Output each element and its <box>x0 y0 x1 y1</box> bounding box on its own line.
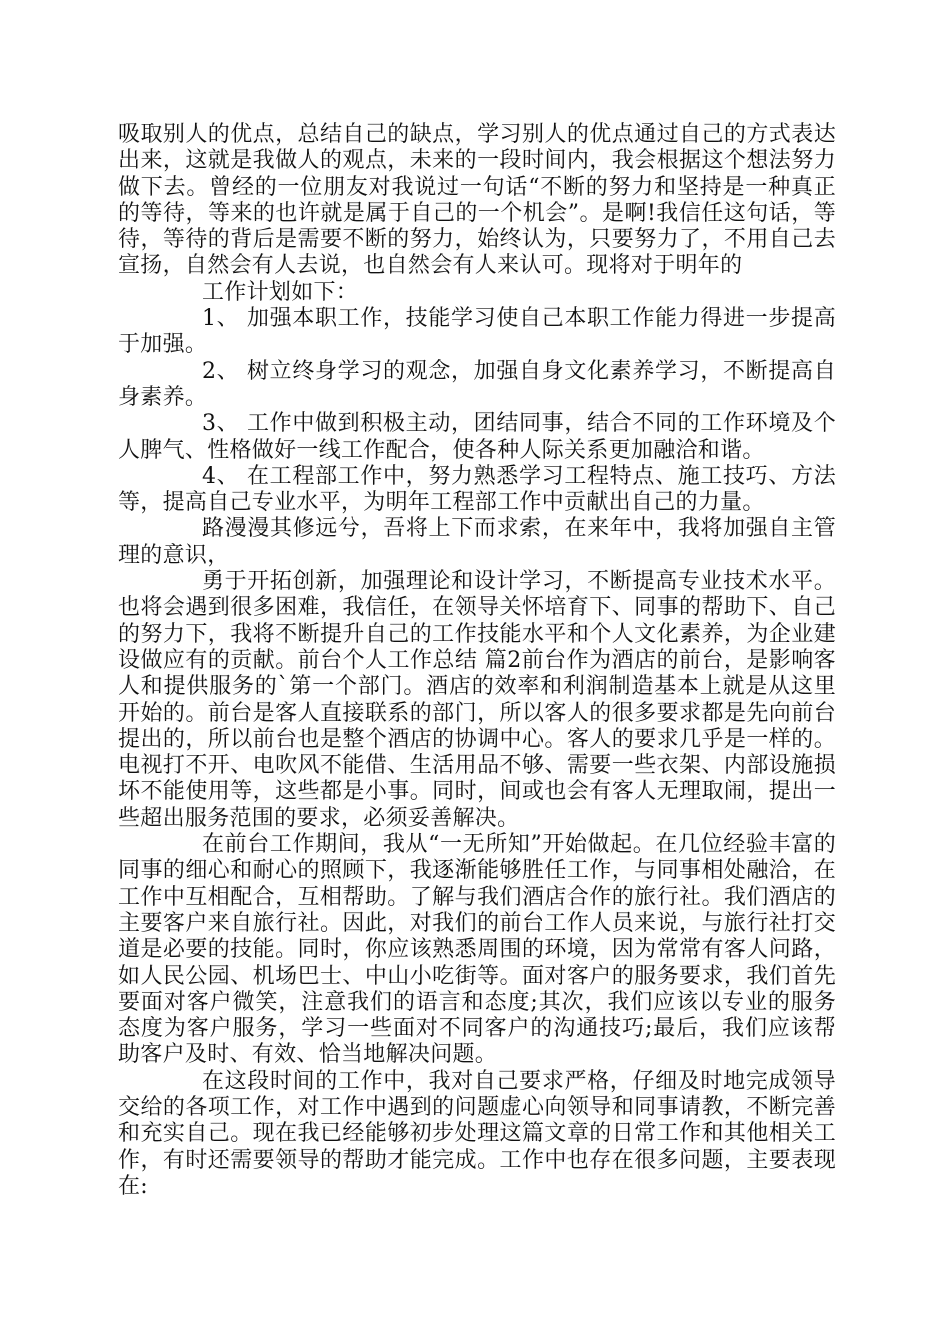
paragraph-front-desk-summary: 勇于开拓创新，加强理论和设计学习，不断提高专业技术水平。也将会遇到很多困难，我信任，在领导关怀培育下、同事的帮助下、自己的努力下，我将不断提升自己的工作技能水平和个人文化素养，为企业建设做应有的贡献。前台个人工作总结 篇2前台作为酒店的前台，是影响客人和提供服务的`第一个部门。酒店的效率和利润制造基本上就是从这里开始的。前台是客人直接联系的部门，所以客人的很多要求都是先向前台提出的，所以前台也是整个酒店的协调中心。客人的要求几乎是一样的。电视打不开、电吹风不能借、生活用品不够、需要一些衣架、内部设施损坏不能使用等，这些都是小事。同时，间或也会有客人无理取闹，提出一些超出服务范围的要求，必须妥善解决。 <box>118 569 836 831</box>
paragraph-plan-item-4: 4、 在工程部工作中，努力熟悉学习工程特点、施工技巧、方法等，提高自己专业水平，为明年工程部工作中贡献出自己的力量。 <box>118 463 836 516</box>
paragraph-work-period: 在前台工作期间，我从“一无所知”开始做起。在几位经验丰富的同事的细心和耐心的照顾下，我逐渐能够胜任工作，与同事相处融洽，在工作中互相配合，互相帮助。了解与我们酒店合作的旅行社。我们酒店的主要客户来自旅行社。因此，对我们的前台工作人员来说，与旅行社打交道是必要的技能。同时，你应该熟悉周围的环境，因为常常有客人问路，如人民公园、机场巴士、中山小吃街等。面对客户的服务要求，我们首先要面对客户微笑，注意我们的语言和态度;其次，我们应该以专业的服务态度为客户服务，学习一些面对不同客户的沟通技巧;最后，我们应该帮助客户及时、有效、恰当地解决问题。 <box>118 832 836 1068</box>
paragraph-intro: 吸取别人的优点，总结自己的缺点，学习别人的优点通过自己的方式表达出来，这就是我做人的观点，未来的一段时间内，我会根据这个想法努力做下去。曾经的一位朋友对我说过一句话“不断的努力和坚持是一种真正的等待，等来的也许就是属于自己的一个机会”。是啊!我信任这句话，等待，等待的背后是需要不断的努力，始终认为，只要努力了，不用自己去宣扬，自然会有人去说，也自然会有人来认可。现将对于明年的 <box>118 122 836 279</box>
paragraph-plan-item-2: 2、 树立终身学习的观念，加强自身文化素养学习，不断提高自身素养。 <box>118 358 836 410</box>
paragraph-quote: 路漫漫其修远兮，吾将上下而求索，在来年中，我将加强自主管理的意识， <box>118 516 836 568</box>
paragraph-plan-heading: 工作计划如下： <box>202 279 359 305</box>
document-body <box>118 122 836 1200</box>
paragraph-plan-item-1: 1、 加强本职工作，技能学习使自己本职工作能力得进一步提高于加强。 <box>118 306 836 358</box>
paragraph-self-requirements: 在这段时间的工作中，我对自己要求严格，仔细及时地完成领导交给的各项工作，对工作中遇到的问题虚心向领导和同事请教，不断完善和充实自己。现在我已经能够初步处理这篇文章的日常工作和其他相关工作，有时还需要领导的帮助才能完成。工作中也存在很多问题，主要表现在: <box>118 1068 836 1199</box>
paragraph-plan-item-3: 3、 工作中做到积极主动，团结同事，结合不同的工作环境及个人脾气、性格做好一线工作配合，使各种人际关系更加融洽和谐。 <box>118 411 836 463</box>
